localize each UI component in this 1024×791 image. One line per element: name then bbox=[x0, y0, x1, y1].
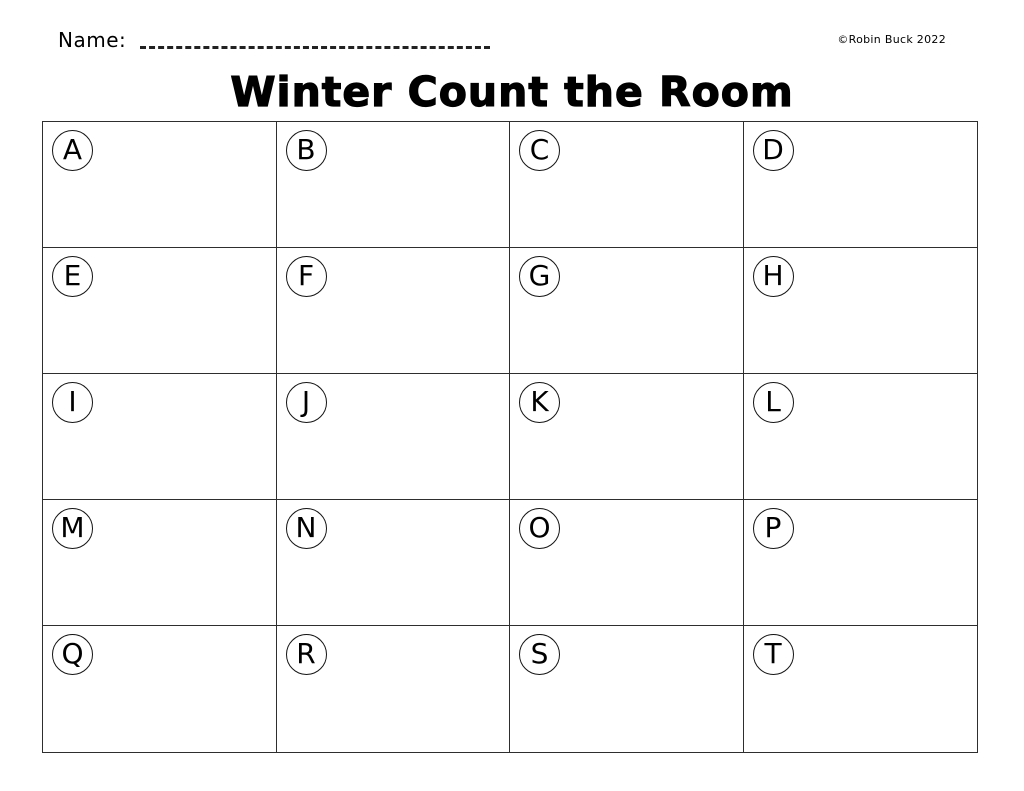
grid-cell bbox=[744, 248, 978, 374]
header bbox=[58, 28, 966, 52]
grid-cell bbox=[744, 374, 978, 500]
grid-cell bbox=[744, 500, 978, 626]
letter-badge: F bbox=[286, 256, 327, 297]
letter-badge: N bbox=[286, 508, 327, 549]
grid-cell bbox=[277, 500, 511, 626]
letter-badge: J bbox=[286, 382, 327, 423]
grid-cell bbox=[510, 626, 744, 752]
page-title: Winter Count the Room bbox=[230, 68, 794, 116]
letter-badge: S bbox=[519, 634, 560, 675]
grid-cell bbox=[43, 248, 277, 374]
letter-badge: T bbox=[753, 634, 794, 675]
letter-badge: H bbox=[753, 256, 794, 297]
letter-badge: R bbox=[286, 634, 327, 675]
letter-badge: D bbox=[753, 130, 794, 171]
grid-cell bbox=[43, 122, 277, 248]
letter-badge: L bbox=[753, 382, 794, 423]
grid-cell bbox=[510, 248, 744, 374]
letter-badge: G bbox=[519, 256, 560, 297]
letter-badge: Q bbox=[52, 634, 93, 675]
grid-cell bbox=[277, 248, 511, 374]
grid-cell bbox=[43, 374, 277, 500]
letter-badge: C bbox=[519, 130, 560, 171]
letter-badge: E bbox=[52, 256, 93, 297]
grid-cell bbox=[510, 122, 744, 248]
letter-badge: B bbox=[286, 130, 327, 171]
letter-badge: I bbox=[52, 382, 93, 423]
grid-cell bbox=[277, 374, 511, 500]
grid-cell bbox=[510, 500, 744, 626]
grid-cell bbox=[43, 500, 277, 626]
letter-badge: M bbox=[52, 508, 93, 549]
copyright-text: ©Robin Buck 2022 bbox=[837, 33, 946, 46]
letter-badge: A bbox=[52, 130, 93, 171]
letter-grid bbox=[42, 121, 978, 753]
grid-cell bbox=[277, 626, 511, 752]
grid-cell bbox=[277, 122, 511, 248]
letter-badge: K bbox=[519, 382, 560, 423]
name-label: Name: bbox=[58, 28, 127, 52]
grid-cell bbox=[744, 122, 978, 248]
grid-cell bbox=[510, 374, 744, 500]
grid-cell bbox=[744, 626, 978, 752]
name-write-line bbox=[140, 46, 490, 49]
grid-cell bbox=[43, 626, 277, 752]
letter-badge: P bbox=[753, 508, 794, 549]
letter-badge: O bbox=[519, 508, 560, 549]
